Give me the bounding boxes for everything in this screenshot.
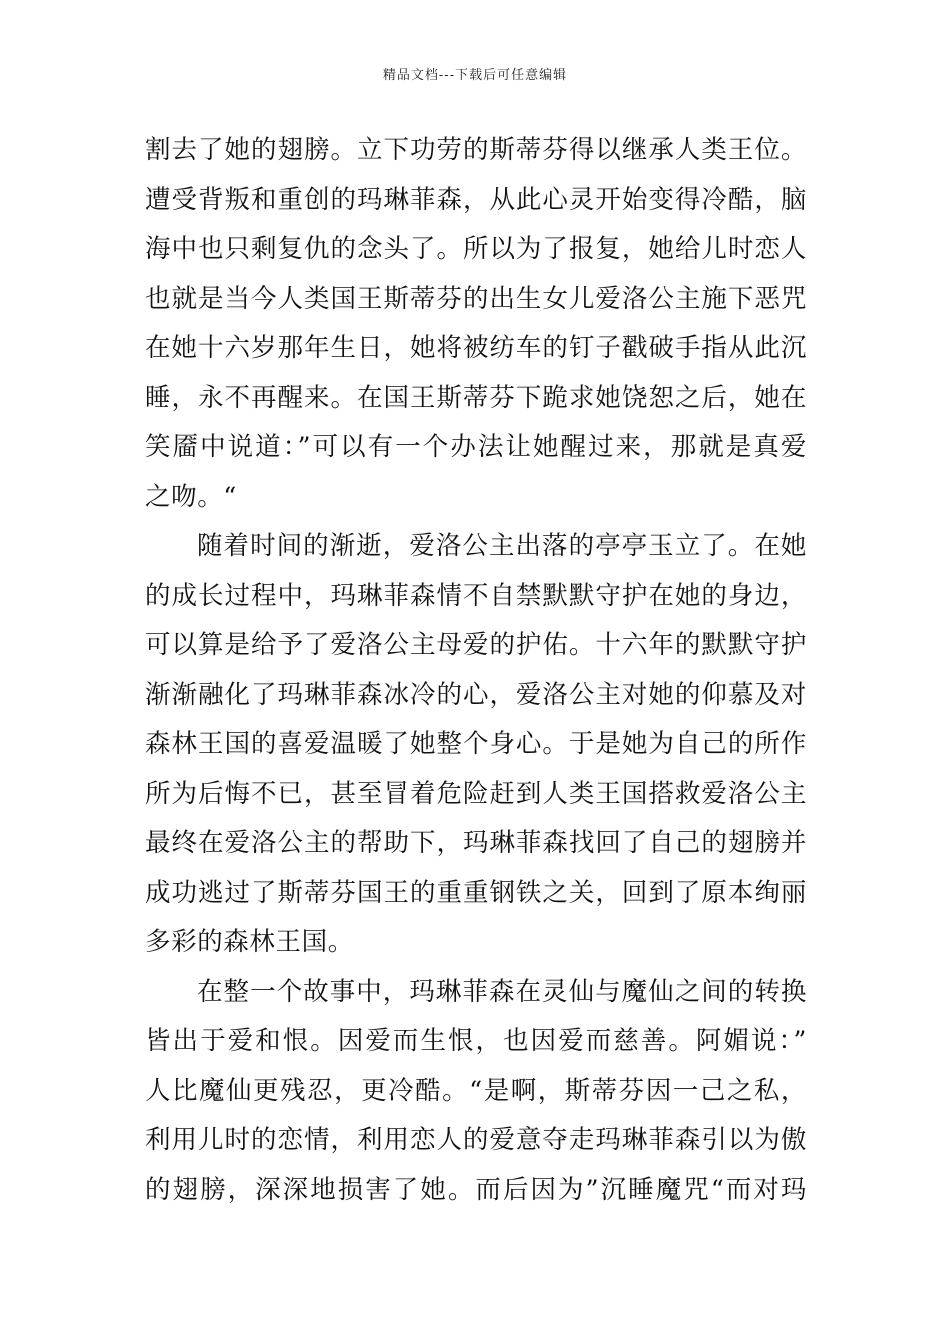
page-header: 精品文档---下载后可任意编辑 [382, 68, 568, 83]
text-line: 笑靥中说道：”可以有一个办法让她醒过来，那就是真爱 [145, 432, 807, 462]
text-line: 可以算是给予了爱洛公主母爱的护佑。十六年的默默守护 [145, 630, 807, 660]
body-text [145, 126, 807, 1215]
text-line: 森林王国的喜爱温暖了她整个身心。于是她为自己的所作 [145, 729, 807, 759]
text-line: 也就是当今人类国王斯蒂芬的出生女儿爱洛公主施下恶咒 [145, 283, 807, 314]
text-line: 皆出于爱和恨。因爱而生恨，也因爱而慈善。阿媚说：” [145, 1026, 807, 1056]
text-line: 海中也只剩复仇的念头了。所以为了报复，她给儿时恋人 [145, 234, 807, 264]
text-line: 睡，永不再醒来。在国王斯蒂芬下跪求她饶恕之后，她在 [145, 382, 807, 413]
text-line: 之吻。“ [145, 481, 237, 512]
text-line: 所为后悔不已，甚至冒着危险赶到人类王国搭救爱洛公主 [145, 778, 807, 809]
text-line: 的成长过程中，玛琳菲森情不自禁默默守护在她的身边， [145, 580, 807, 611]
text-line: 渐渐融化了玛琳菲森冰冷的心，爱洛公主对她的仰慕及对 [145, 679, 807, 710]
text-line: 人比魔仙更残忍，更冷酷。“是啊，斯蒂芬因一己之私， [145, 1075, 807, 1106]
text-line: 割去了她的翅膀。立下功劳的斯蒂芬得以继承人类王位。 [145, 135, 807, 165]
text-line: 在她十六岁那年生日，她将被纺车的钉子戳破手指从此沉 [145, 333, 807, 363]
text-line: 最终在爱洛公主的帮助下，玛琳菲森找回了自己的翅膀并 [145, 828, 807, 858]
text-line: 利用儿时的恋情，利用恋人的爱意夺走玛琳菲森引以为傲 [145, 1125, 807, 1155]
text-line: 多彩的森林王国。 [145, 927, 354, 957]
text-line: 的翅膀，深深地损害了她。而后因为”沉睡魔咒“而对玛 [145, 1174, 807, 1205]
paragraph-first-line: 在整一个故事中，玛琳菲森在灵仙与魔仙之间的转换 [197, 976, 807, 1007]
text-line: 成功逃过了斯蒂芬国王的重重钢铁之关，回到了原本绚丽 [145, 877, 807, 908]
paragraph-first-line: 随着时间的渐逝，爱洛公主出落的亭亭玉立了。在她 [197, 531, 807, 561]
text-line: 遭受背叛和重创的玛琳菲森，从此心灵开始变得冷酷，脑 [145, 184, 807, 215]
